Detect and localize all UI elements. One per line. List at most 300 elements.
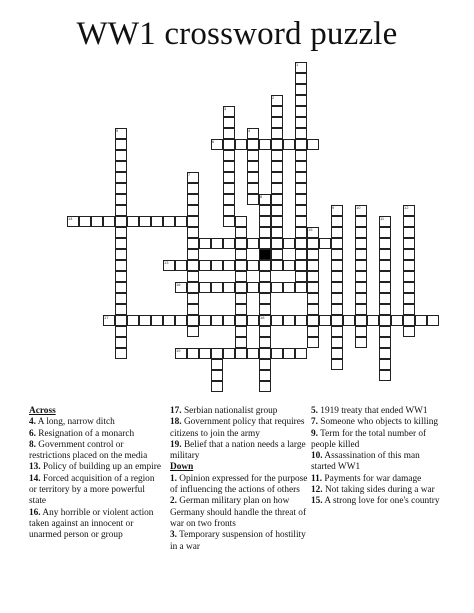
grid-cell[interactable] bbox=[259, 238, 271, 249]
grid-cell[interactable] bbox=[295, 271, 307, 282]
grid-cell[interactable] bbox=[223, 139, 235, 150]
across-heading: Across bbox=[29, 406, 56, 416]
grid-cell[interactable] bbox=[187, 227, 199, 238]
grid-cell[interactable] bbox=[223, 128, 235, 139]
clue-number: 13. bbox=[29, 462, 41, 473]
grid-cell[interactable] bbox=[307, 260, 319, 271]
grid-cell[interactable] bbox=[259, 227, 271, 238]
grid-cell[interactable] bbox=[403, 315, 415, 326]
grid-cell[interactable] bbox=[403, 326, 415, 337]
grid-cell[interactable] bbox=[295, 238, 307, 249]
clue-number: 1. bbox=[170, 473, 177, 484]
grid-cell[interactable] bbox=[115, 271, 127, 282]
grid-cell[interactable] bbox=[415, 315, 427, 326]
grid-cell[interactable] bbox=[223, 117, 235, 128]
grid-cell[interactable] bbox=[223, 315, 235, 326]
grid-cell[interactable] bbox=[115, 260, 127, 271]
grid-cell[interactable] bbox=[271, 282, 283, 293]
grid-cell[interactable] bbox=[223, 238, 235, 249]
grid-cell[interactable] bbox=[79, 216, 91, 227]
grid-cell[interactable] bbox=[355, 271, 367, 282]
grid-cell[interactable] bbox=[283, 315, 295, 326]
clue-text: Payments for war damage bbox=[322, 473, 422, 484]
grid-cell[interactable] bbox=[223, 150, 235, 161]
grid-cell[interactable] bbox=[187, 326, 199, 337]
grid-cell[interactable] bbox=[115, 326, 127, 337]
grid-cell[interactable] bbox=[259, 381, 271, 392]
grid-cell[interactable] bbox=[259, 205, 271, 216]
grid-cell[interactable] bbox=[211, 260, 223, 271]
grid-cell[interactable] bbox=[271, 249, 283, 260]
clue-text: A long, narrow ditch bbox=[35, 417, 115, 428]
grid-cell[interactable] bbox=[295, 128, 307, 139]
grid-cell[interactable] bbox=[295, 227, 307, 238]
grid-cell[interactable] bbox=[403, 304, 415, 315]
clue-column-3 bbox=[311, 406, 446, 508]
grid-cell[interactable] bbox=[391, 315, 403, 326]
cell-number: 9 bbox=[332, 205, 335, 210]
grid-cell[interactable] bbox=[247, 238, 259, 249]
grid-cell[interactable] bbox=[331, 326, 343, 337]
grid-cell[interactable] bbox=[199, 282, 211, 293]
cell-number: 17 bbox=[104, 315, 109, 320]
grid-cell[interactable] bbox=[235, 315, 247, 326]
grid-cell[interactable] bbox=[271, 117, 283, 128]
clue-text: Belief that a nation needs a large military bbox=[170, 439, 306, 462]
grid-cell[interactable] bbox=[199, 348, 211, 359]
grid-cell[interactable] bbox=[223, 161, 235, 172]
grid-cell[interactable] bbox=[223, 194, 235, 205]
grid-cell[interactable] bbox=[187, 238, 199, 249]
grid-cell[interactable] bbox=[307, 304, 319, 315]
grid-cell[interactable] bbox=[187, 348, 199, 359]
grid-cell[interactable] bbox=[403, 282, 415, 293]
clue-text: Assassination of this man started WW1 bbox=[311, 451, 420, 473]
grid-cell[interactable] bbox=[103, 216, 115, 227]
grid-cell[interactable] bbox=[91, 216, 103, 227]
grid-cell[interactable] bbox=[259, 370, 271, 381]
grid-cell[interactable] bbox=[259, 271, 271, 282]
grid-cell[interactable] bbox=[379, 249, 391, 260]
grid-cell[interactable] bbox=[271, 172, 283, 183]
grid-cell[interactable] bbox=[127, 315, 139, 326]
grid-cell[interactable] bbox=[379, 238, 391, 249]
grid-cell[interactable] bbox=[187, 315, 199, 326]
grid-cell[interactable] bbox=[235, 238, 247, 249]
grid-cell[interactable] bbox=[223, 348, 235, 359]
grid-cell[interactable] bbox=[223, 282, 235, 293]
grid-cell[interactable] bbox=[355, 238, 367, 249]
clue-number: 19. bbox=[170, 439, 182, 450]
grid-cell[interactable] bbox=[271, 205, 283, 216]
grid-cell[interactable] bbox=[367, 315, 379, 326]
grid-cell[interactable] bbox=[295, 260, 307, 271]
grid-cell[interactable] bbox=[139, 216, 151, 227]
grid-cell[interactable] bbox=[115, 337, 127, 348]
grid-cell[interactable] bbox=[379, 260, 391, 271]
grid-cell[interactable] bbox=[307, 337, 319, 348]
grid-cell[interactable] bbox=[271, 216, 283, 227]
grid-cell[interactable] bbox=[355, 249, 367, 260]
grid-cell[interactable] bbox=[175, 216, 187, 227]
grid-cell[interactable] bbox=[199, 260, 211, 271]
grid-cell[interactable] bbox=[259, 260, 271, 271]
grid-cell[interactable] bbox=[115, 315, 127, 326]
grid-cell[interactable] bbox=[187, 194, 199, 205]
grid-cell[interactable] bbox=[223, 183, 235, 194]
grid-cell[interactable] bbox=[175, 315, 187, 326]
clue-item bbox=[311, 485, 446, 496]
grid-cell[interactable] bbox=[151, 216, 163, 227]
grid-cell[interactable] bbox=[235, 326, 247, 337]
cell-number: 7 bbox=[188, 172, 191, 177]
grid-cell[interactable] bbox=[295, 249, 307, 260]
grid-cell[interactable] bbox=[139, 315, 151, 326]
grid-cell[interactable] bbox=[295, 95, 307, 106]
clue-item bbox=[29, 440, 164, 463]
grid-cell[interactable] bbox=[355, 304, 367, 315]
grid-cell[interactable] bbox=[199, 238, 211, 249]
grid-cell[interactable] bbox=[259, 282, 271, 293]
grid-cell[interactable] bbox=[247, 139, 259, 150]
clue-number: 11. bbox=[311, 473, 323, 484]
grid-cell[interactable] bbox=[115, 348, 127, 359]
clue-item bbox=[311, 451, 446, 474]
grid-cell[interactable] bbox=[187, 304, 199, 315]
clue-text: Government control or restrictions placed on the media bbox=[29, 439, 148, 462]
grid-cell[interactable] bbox=[355, 337, 367, 348]
clue-item bbox=[170, 406, 308, 417]
grid-cell[interactable] bbox=[199, 315, 211, 326]
cell-number: 13 bbox=[164, 260, 169, 265]
clue-column-2 bbox=[170, 406, 308, 553]
cell-number: 10 bbox=[356, 205, 361, 210]
clue-number: 14. bbox=[29, 473, 41, 484]
clue-number: 6. bbox=[29, 428, 36, 439]
grid-cell[interactable] bbox=[403, 260, 415, 271]
grid-cell[interactable] bbox=[115, 139, 127, 150]
grid-cell[interactable] bbox=[295, 172, 307, 183]
cell-number: 16 bbox=[176, 282, 181, 287]
clue-item bbox=[170, 496, 308, 530]
grid-cell[interactable] bbox=[271, 183, 283, 194]
clue-number: 4. bbox=[29, 417, 36, 428]
grid-cell[interactable] bbox=[211, 370, 223, 381]
grid-cell[interactable] bbox=[259, 326, 271, 337]
grid-cell[interactable] bbox=[307, 326, 319, 337]
grid-cell[interactable] bbox=[379, 348, 391, 359]
grid-cell[interactable] bbox=[379, 282, 391, 293]
grid-cell[interactable] bbox=[247, 315, 259, 326]
grid-cell[interactable] bbox=[283, 139, 295, 150]
clue-item bbox=[29, 508, 164, 542]
grid-cell[interactable] bbox=[295, 183, 307, 194]
grid-cell[interactable] bbox=[295, 315, 307, 326]
grid-cell[interactable] bbox=[307, 282, 319, 293]
cell-number: 18 bbox=[260, 315, 265, 320]
grid-cell[interactable] bbox=[187, 271, 199, 282]
grid-cell[interactable] bbox=[115, 161, 127, 172]
clue-item bbox=[170, 474, 308, 497]
clue-number: 5. bbox=[311, 406, 318, 416]
grid-cell[interactable] bbox=[235, 304, 247, 315]
grid-cell[interactable] bbox=[259, 337, 271, 348]
grid-cell[interactable] bbox=[115, 249, 127, 260]
grid-cell[interactable] bbox=[271, 128, 283, 139]
grid-cell[interactable] bbox=[247, 260, 259, 271]
clue-text: Someone who objects to killing bbox=[317, 417, 439, 428]
grid-cell[interactable] bbox=[175, 260, 187, 271]
clue-item bbox=[29, 429, 164, 440]
cell-number: 19 bbox=[176, 348, 181, 353]
grid-cell[interactable] bbox=[211, 359, 223, 370]
grid-cell[interactable] bbox=[211, 315, 223, 326]
clue-item bbox=[311, 417, 446, 428]
grid-cell[interactable] bbox=[187, 282, 199, 293]
grid-cell[interactable] bbox=[307, 249, 319, 260]
clue-number: 15. bbox=[311, 496, 323, 507]
grid-cell[interactable] bbox=[271, 348, 283, 359]
grid-cell[interactable] bbox=[151, 315, 163, 326]
grid-cell[interactable] bbox=[295, 205, 307, 216]
grid-cell[interactable] bbox=[355, 315, 367, 326]
grid-cell[interactable] bbox=[247, 150, 259, 161]
clue-number: 17. bbox=[170, 406, 182, 416]
grid-cell[interactable] bbox=[379, 293, 391, 304]
grid-cell[interactable] bbox=[307, 238, 319, 249]
grid-cell[interactable] bbox=[115, 150, 127, 161]
grid-cell[interactable] bbox=[379, 337, 391, 348]
clue-number: 7. bbox=[311, 417, 318, 428]
grid-cell[interactable] bbox=[163, 315, 175, 326]
grid-cell[interactable] bbox=[235, 260, 247, 271]
grid-cell[interactable] bbox=[355, 227, 367, 238]
grid-cell[interactable] bbox=[247, 348, 259, 359]
grid-cell[interactable] bbox=[283, 260, 295, 271]
grid-cell[interactable] bbox=[235, 216, 247, 227]
grid-cell[interactable] bbox=[295, 139, 307, 150]
grid-cell[interactable] bbox=[295, 150, 307, 161]
cell-number: 4 bbox=[248, 128, 251, 133]
grid-cell[interactable] bbox=[403, 249, 415, 260]
grid-cell[interactable] bbox=[379, 326, 391, 337]
grid-cell[interactable] bbox=[379, 271, 391, 282]
grid-cell[interactable] bbox=[187, 249, 199, 260]
clue-text: Government policy that requires citizens to join the army bbox=[170, 417, 305, 439]
clue-text: German military plan on how Germany should handle the threat of war on two fronts bbox=[170, 496, 307, 529]
cell-number: 2 bbox=[272, 95, 275, 100]
grid-cell[interactable] bbox=[235, 293, 247, 304]
grid-cell[interactable] bbox=[235, 337, 247, 348]
grid-cell[interactable] bbox=[211, 238, 223, 249]
grid-cell[interactable] bbox=[331, 315, 343, 326]
grid-cell[interactable] bbox=[343, 315, 355, 326]
grid-cell[interactable] bbox=[331, 260, 343, 271]
grid-cell[interactable] bbox=[211, 348, 223, 359]
grid-cell[interactable] bbox=[295, 73, 307, 84]
grid-cell[interactable] bbox=[295, 282, 307, 293]
grid-cell[interactable] bbox=[331, 238, 343, 249]
grid-cell[interactable] bbox=[331, 282, 343, 293]
grid-cell[interactable] bbox=[235, 249, 247, 260]
cell-number: 11 bbox=[380, 216, 385, 221]
grid-cell[interactable] bbox=[295, 117, 307, 128]
grid-cell[interactable] bbox=[331, 337, 343, 348]
grid-cell[interactable] bbox=[379, 227, 391, 238]
clue-item bbox=[170, 417, 308, 440]
grid-cell[interactable] bbox=[355, 326, 367, 337]
grid-cell[interactable] bbox=[295, 194, 307, 205]
grid-cell[interactable] bbox=[271, 227, 283, 238]
grid-cell[interactable] bbox=[331, 293, 343, 304]
clue-item bbox=[311, 496, 446, 507]
grid-cell[interactable] bbox=[247, 183, 259, 194]
grid-cell[interactable] bbox=[331, 304, 343, 315]
grid-cell[interactable] bbox=[115, 238, 127, 249]
grid-cell[interactable] bbox=[259, 359, 271, 370]
down-heading: Down bbox=[170, 462, 194, 473]
clue-text: Resignation of a monarch bbox=[35, 428, 135, 439]
clue-text: 1919 treaty that ended WW1 bbox=[317, 406, 428, 416]
grid-cell[interactable] bbox=[403, 227, 415, 238]
grid-cell[interactable] bbox=[259, 348, 271, 359]
grid-cell[interactable] bbox=[115, 227, 127, 238]
grid-cell[interactable] bbox=[427, 315, 439, 326]
grid-cell[interactable] bbox=[259, 139, 271, 150]
grid-cell[interactable] bbox=[187, 293, 199, 304]
grid-cell[interactable] bbox=[295, 161, 307, 172]
grid-cell[interactable] bbox=[223, 260, 235, 271]
grid-cell[interactable] bbox=[295, 84, 307, 95]
grid-cell[interactable] bbox=[259, 293, 271, 304]
grid-cell[interactable] bbox=[259, 304, 271, 315]
grid-cell[interactable] bbox=[331, 227, 343, 238]
grid-cell[interactable] bbox=[211, 282, 223, 293]
grid-cell[interactable] bbox=[331, 249, 343, 260]
grid-cell[interactable] bbox=[379, 315, 391, 326]
grid-cell[interactable] bbox=[187, 183, 199, 194]
grid-cell[interactable] bbox=[187, 205, 199, 216]
grid-cell[interactable] bbox=[331, 271, 343, 282]
grid-cell[interactable] bbox=[115, 194, 127, 205]
grid-cell[interactable] bbox=[307, 139, 319, 150]
black-cell bbox=[259, 249, 271, 260]
grid-cell[interactable] bbox=[115, 183, 127, 194]
grid-cell[interactable] bbox=[271, 139, 283, 150]
grid-cell[interactable] bbox=[235, 282, 247, 293]
clue-number: 18. bbox=[170, 417, 182, 428]
grid-cell[interactable] bbox=[115, 205, 127, 216]
clue-item bbox=[311, 406, 446, 417]
grid-cell[interactable] bbox=[403, 293, 415, 304]
grid-cell[interactable] bbox=[331, 216, 343, 227]
clue-text: Opinion expressed for the purpose of influencing the actions of others bbox=[170, 473, 308, 496]
grid-cell[interactable] bbox=[223, 205, 235, 216]
grid-cell[interactable] bbox=[163, 216, 175, 227]
grid-cell[interactable] bbox=[403, 238, 415, 249]
clue-number: 2. bbox=[170, 496, 177, 507]
clue-text: Any horrible or violent action taken against an innocent or unarmed person or group bbox=[29, 507, 154, 541]
grid-cell[interactable] bbox=[259, 216, 271, 227]
grid-cell[interactable] bbox=[247, 172, 259, 183]
clue-number: 9. bbox=[311, 428, 318, 439]
grid-cell[interactable] bbox=[271, 194, 283, 205]
grid-cell[interactable] bbox=[403, 216, 415, 227]
grid-cell[interactable] bbox=[379, 359, 391, 370]
clue-number: 12. bbox=[311, 485, 323, 496]
grid-cell[interactable] bbox=[307, 271, 319, 282]
grid-cell[interactable] bbox=[283, 348, 295, 359]
grid-cell[interactable] bbox=[223, 172, 235, 183]
grid-cell[interactable] bbox=[115, 304, 127, 315]
grid-cell[interactable] bbox=[283, 238, 295, 249]
grid-cell[interactable] bbox=[379, 370, 391, 381]
grid-cell[interactable] bbox=[319, 315, 331, 326]
grid-cell[interactable] bbox=[271, 238, 283, 249]
grid-cell[interactable] bbox=[355, 216, 367, 227]
grid-cell[interactable] bbox=[187, 260, 199, 271]
grid-cell[interactable] bbox=[115, 216, 127, 227]
grid-cell[interactable] bbox=[271, 315, 283, 326]
clue-item bbox=[170, 440, 308, 463]
clue-number: 8. bbox=[29, 439, 36, 450]
clue-number: 16. bbox=[29, 507, 41, 518]
clue-text: Policy of building up an empire bbox=[40, 462, 161, 473]
cell-number: 8 bbox=[260, 194, 263, 199]
clue-column-1 bbox=[29, 406, 164, 542]
clue-item bbox=[29, 462, 164, 473]
clue-number: 3. bbox=[170, 530, 177, 541]
grid-cell[interactable] bbox=[295, 348, 307, 359]
grid-cell[interactable] bbox=[115, 282, 127, 293]
grid-cell[interactable] bbox=[235, 227, 247, 238]
grid-cell[interactable] bbox=[271, 161, 283, 172]
grid-cell[interactable] bbox=[247, 194, 259, 205]
grid-cell[interactable] bbox=[235, 271, 247, 282]
grid-cell[interactable] bbox=[115, 172, 127, 183]
grid-cell[interactable] bbox=[211, 381, 223, 392]
grid-cell[interactable] bbox=[331, 359, 343, 370]
grid-cell[interactable] bbox=[223, 216, 235, 227]
grid-cell[interactable] bbox=[355, 260, 367, 271]
grid-cell[interactable] bbox=[247, 161, 259, 172]
cell-number: 5 bbox=[116, 128, 119, 133]
grid-cell[interactable] bbox=[271, 150, 283, 161]
grid-cell[interactable] bbox=[283, 282, 295, 293]
grid-cell[interactable] bbox=[187, 216, 199, 227]
grid-cell[interactable] bbox=[127, 216, 139, 227]
grid-cell[interactable] bbox=[247, 282, 259, 293]
grid-cell[interactable] bbox=[403, 271, 415, 282]
grid-cell[interactable] bbox=[331, 348, 343, 359]
grid-cell[interactable] bbox=[319, 238, 331, 249]
cell-number: 6 bbox=[212, 139, 215, 144]
grid-cell[interactable] bbox=[271, 260, 283, 271]
grid-cell[interactable] bbox=[115, 293, 127, 304]
grid-cell[interactable] bbox=[379, 304, 391, 315]
grid-cell[interactable] bbox=[355, 282, 367, 293]
grid-cell[interactable] bbox=[295, 106, 307, 117]
grid-cell[interactable] bbox=[355, 293, 367, 304]
grid-cell[interactable] bbox=[235, 139, 247, 150]
grid-cell[interactable] bbox=[307, 293, 319, 304]
clue-item bbox=[311, 474, 446, 485]
grid-cell[interactable] bbox=[235, 348, 247, 359]
grid-cell[interactable] bbox=[271, 106, 283, 117]
grid-cell[interactable] bbox=[307, 315, 319, 326]
grid-cell[interactable] bbox=[295, 216, 307, 227]
clue-text: Term for the total number of people killed bbox=[311, 428, 427, 450]
